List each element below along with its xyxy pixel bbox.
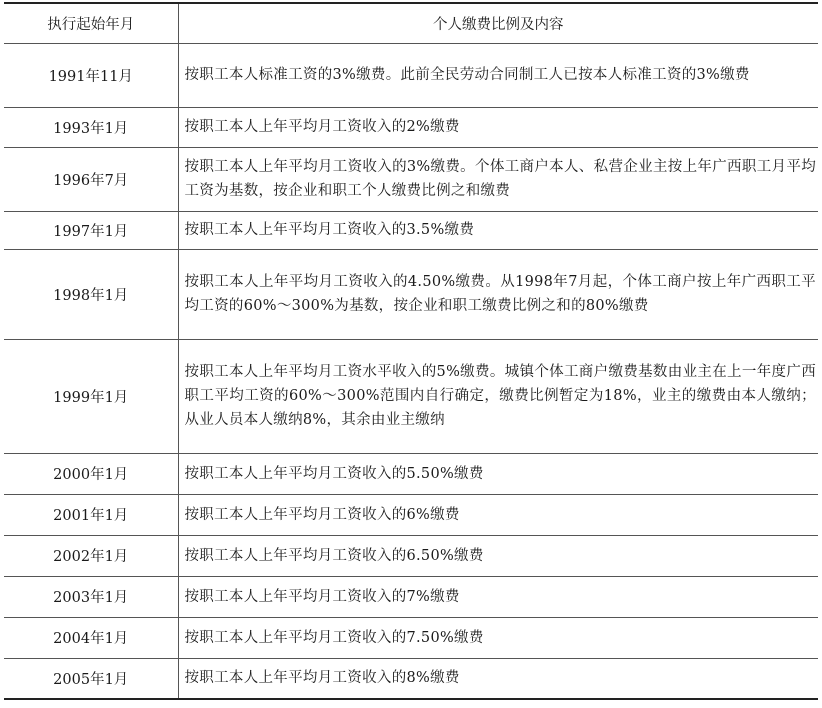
table-row: [4, 658, 818, 699]
row-content: 按职工本人上年平均月工资收入的6.50%缴费: [178, 535, 818, 576]
row-content: 按职工本人上年平均月工资收入的4.50%缴费。从1998年7月起，个体工商户按上年广西职工平均工资的60%～300%为基数，按企业和职工缴费比例之和的80%缴费: [178, 249, 818, 339]
table-row: [4, 617, 818, 658]
row-date: 1997年1月: [4, 211, 178, 249]
row-date: 2005年1月: [4, 658, 178, 699]
row-content: 按职工本人上年平均月工资水平收入的5%缴费。城镇个体工商户缴费基数由业主在上一年度广西职工平均工资的60%～300%范围内自行确定，缴费比例暂定为18%，业主的缴费由本人缴纳；从业人员本人缴纳8%，其余由业主缴纳: [178, 339, 818, 453]
row-content: 按职工本人上年平均月工资收入的8%缴费: [178, 658, 818, 699]
row-content: 按职工本人上年平均月工资收入的5.50%缴费: [178, 453, 818, 494]
row-date: 2004年1月: [4, 617, 178, 658]
header-contribution-content: 个人缴费比例及内容: [178, 3, 818, 43]
row-date: 2002年1月: [4, 535, 178, 576]
row-date: 1999年1月: [4, 339, 178, 453]
row-content: 按职工本人上年平均月工资收入的2%缴费: [178, 107, 818, 147]
table-row: [4, 211, 818, 249]
table-row: [4, 494, 818, 535]
table-row: [4, 576, 818, 617]
row-date: 1996年7月: [4, 147, 178, 211]
row-date: 2000年1月: [4, 453, 178, 494]
row-content: 按职工本人上年平均月工资收入的6%缴费: [178, 494, 818, 535]
row-content: 按职工本人上年平均月工资收入的7.50%缴费: [178, 617, 818, 658]
table-row: [4, 249, 818, 339]
row-date: 1991年11月: [4, 43, 178, 107]
table-row: [4, 43, 818, 107]
table-row: [4, 535, 818, 576]
table-row: [4, 147, 818, 211]
row-content: 按职工本人标准工资的3%缴费。此前全民劳动合同制工人已按本人标准工资的3%缴费: [178, 43, 818, 107]
row-content: 按职工本人上年平均月工资收入的7%缴费: [178, 576, 818, 617]
contribution-table: [4, 2, 818, 700]
table-row: [4, 339, 818, 453]
row-date: 2001年1月: [4, 494, 178, 535]
row-content: 按职工本人上年平均月工资收入的3.5%缴费: [178, 211, 818, 249]
table-header-row: [4, 3, 818, 43]
table-row: [4, 453, 818, 494]
row-content: 按职工本人上年平均月工资收入的3%缴费。个体工商户本人、私营企业主按上年广西职工月平均工资为基数，按企业和职工个人缴费比例之和缴费: [178, 147, 818, 211]
row-date: 1998年1月: [4, 249, 178, 339]
header-start-date: 执行起始年月: [4, 3, 178, 43]
row-date: 1993年1月: [4, 107, 178, 147]
row-date: 2003年1月: [4, 576, 178, 617]
table-row: [4, 107, 818, 147]
